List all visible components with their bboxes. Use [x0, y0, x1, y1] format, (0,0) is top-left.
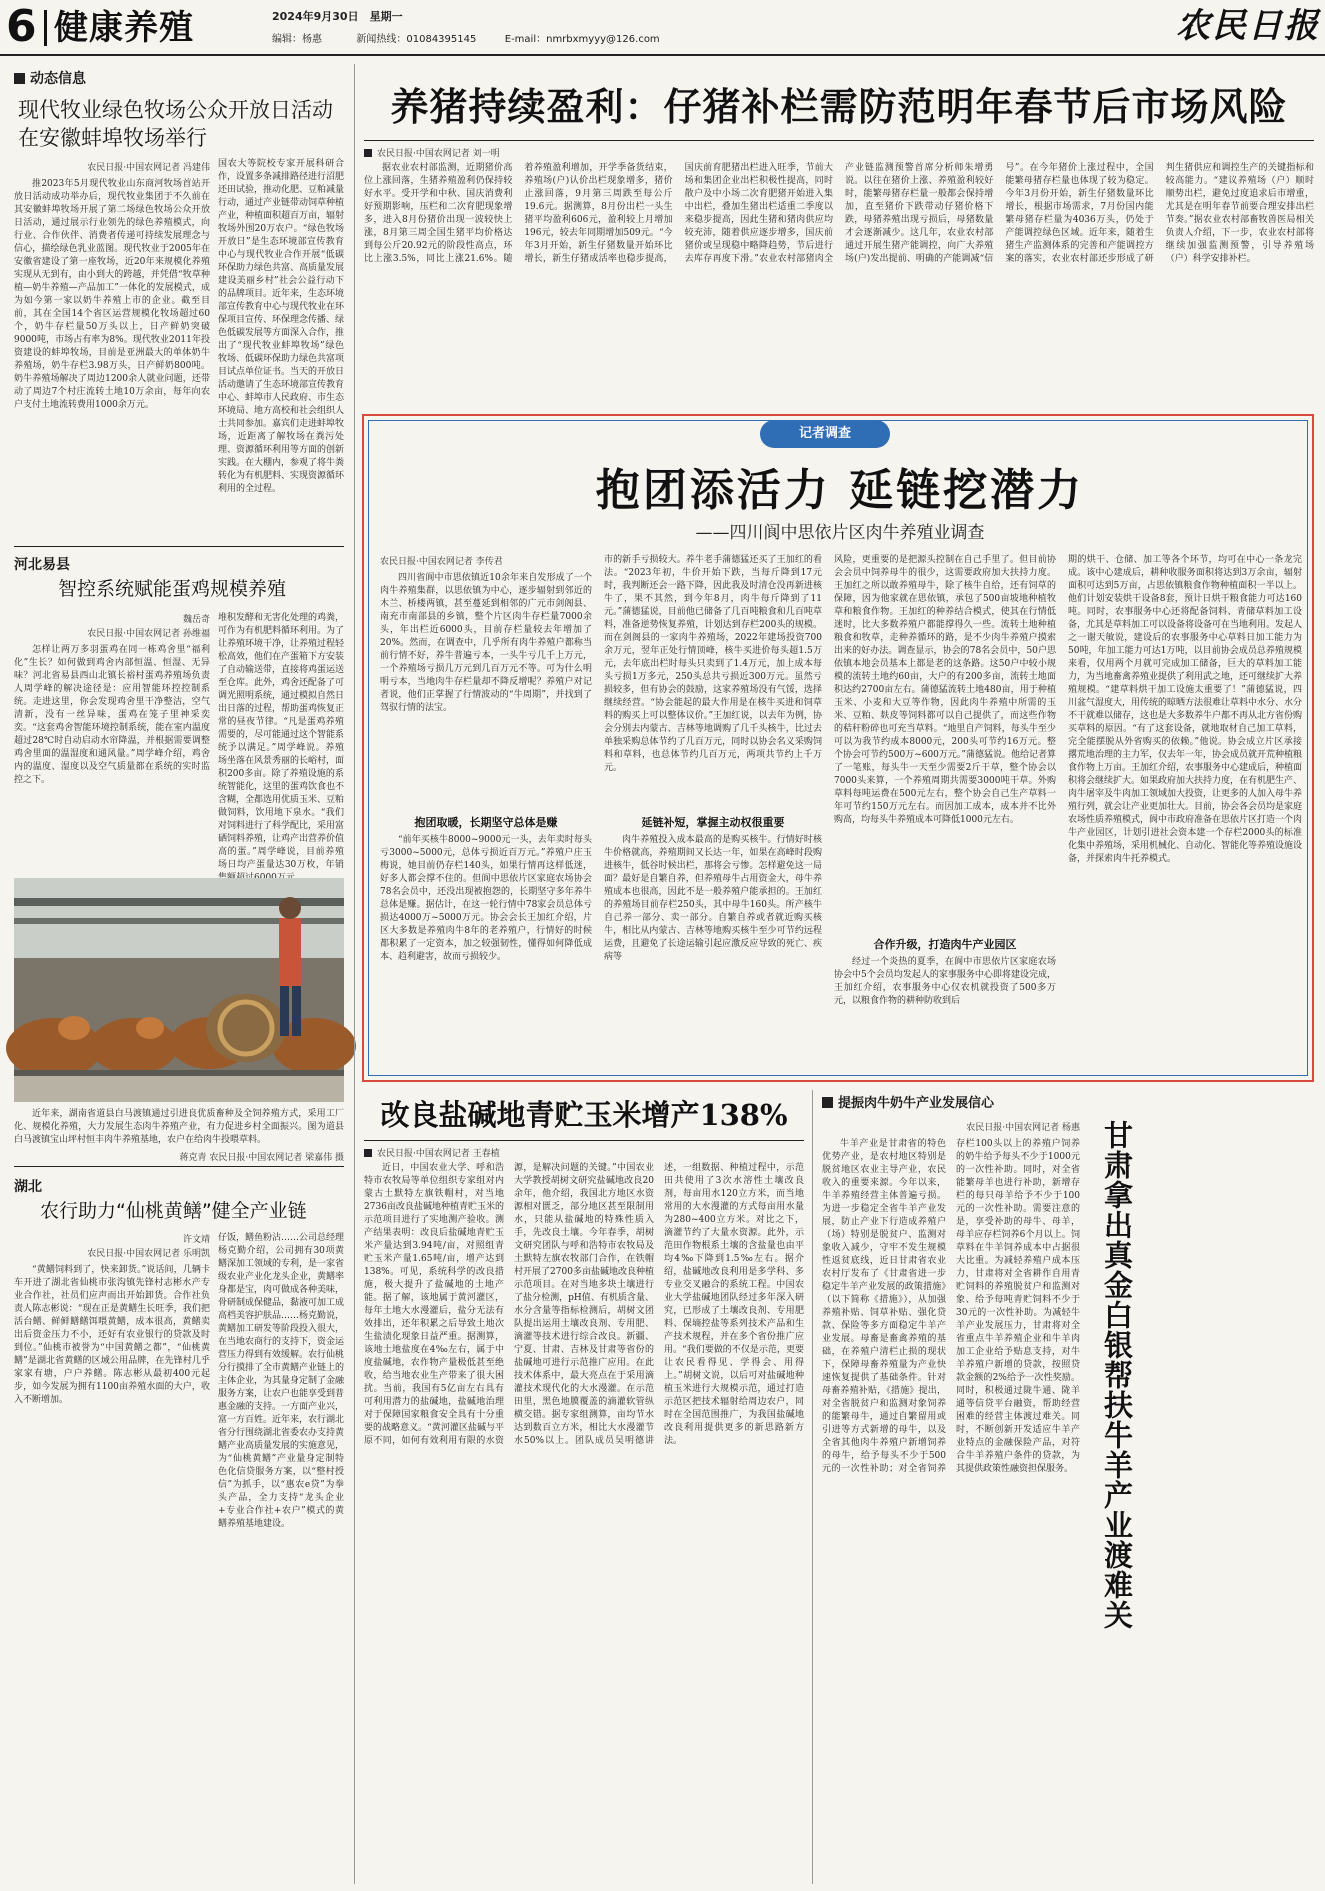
corn-byline: 农民日报·中国农网记者 王春植: [364, 1146, 594, 1158]
right-byline: 农民日报·中国农网记者 杨惠: [966, 1123, 1080, 1133]
feature-col1b: “前年买核牛8000~9000元一头，去年卖时每头亏3000~5000元，总体亏损近百万元。”养殖户庄玉梅说，她目前仍存栏140头，如果行情再这样低迷，好多人都会撑不住的。但阆中思依片区家庭农场协会78名会员中，还没出现被抱怨的，长期坚守多年养牛总体是赚。据估计，在这一轮行情中78家会员总体亏损达4000万~5000万元。协会会长王加红介绍，片区大多数是养殖肉牛8年的老养殖户，行情好的时候都积累了一定资本，加之较强韧性，懂得如何降低成本、趋利避害，故而亏损较少。: [380, 835, 592, 962]
article3-body: “黄鳝饲料到了，快来卸货。”说话间，几辆卡车开进了湖北省仙桃市张沟镇先锋村志彬水产专业合作社，社员们应声而出开始卸货。合作社负责人陈志彬说：“现在正是黄鳝生长旺季，我们把活台鳝、鲜鲜鳝鳝饵喂黄鳝，成本很高，黄鳝卖出后资金压力不小，还好有农业银行的贷款及时到位。”仙桃市被誉为“中国黄鳝之都”，“仙桃黄鳝”是湖北省黄鳝的区域公用品牌，在先锋村几乎家家有塘，户户养鳝。陈志彬从最初400元起步，如今发展为拥有1100亩养殖水面的大户，收入不断增加。: [14, 1265, 210, 1405]
article1-title-line1: 现代牧业绿色牧场公众开放日活动: [18, 98, 333, 122]
feature-col1: 四川省阆中市思依镇近10余年来自发形成了一个肉牛养殖集群，以思依镇为中心，逐步辐射到邻近的木兰、桥楼两镇，甚至蔓延到相邻的广元市剑阁县、南充市南部县的乡镇，整个片区肉牛存栏量7000余头，年出栏近6000头，目前存栏量较去年增加了20%。然而，在调查中，几乎所有肉牛养殖户都称当前行情不好，养牛普遍亏本，一头牛亏几千上万元，一个养殖场亏损几万元到几百万元不等。可为什么明明亏本，当地肉牛存栏量却不降反增呢？养殖户对记者说，他们正掌握了行情波动的“牛周期”，并找到了驾驭行情的法宝。: [380, 573, 592, 713]
top-headline: 养猪持续盈利：仔猪补栏需防范明年春节后市场风险: [390, 84, 1288, 129]
feature-subhead-2: 延链补短，掌握主动权很重要: [641, 816, 785, 829]
article3-byline-2: 农民日报·中国农网记者 乐明凯: [87, 1249, 210, 1259]
article3-byline-1: 许文靖: [182, 1235, 210, 1245]
article2-body-cont: 堆积发酵和无害化处理的鸡粪，可作为有机肥料循环利用。为了让养殖环境干净，让养殖过程轻松高效，他们在产蛋箱下方安装了自动输送带，直接将鸡蛋运送至仓库。此外，鸡舍还配备了可调光照明系统，通过模拟自然日出日落的过程，帮助蛋鸡恢复正常的昼夜节律。“凡是蛋鸡养殖需要的，尽可能通过这个智能系统予以满足。”周学峰说。养殖场坐落在风景秀丽的长峪村，面积200多亩。除了养殖设施的系统智能化，这里的蛋鸡饮食也不含糊，全都选用优质玉米、豆粕做饲料，饮用地下泉水。“我们对饲料进行了科学配比，采用富硒饲料养殖，让鸡产出营养价值高的蛋。”周学峰说，目前养殖场日均产蛋量达30万枚，年销: [218, 613, 345, 870]
feature-tag: 记者调查: [760, 420, 890, 448]
feature-subhead-1: 抱团取暖，长期坚守总体是赚: [414, 816, 558, 829]
column-separator: [354, 64, 355, 1884]
photo-credit: 蒋克青 农民日报·中国农网记者 梁嘉伟 摄: [179, 1153, 344, 1163]
article2-region: 河北易县: [14, 557, 70, 573]
right-body: 牛羊产业是甘肃省的特色优势产业，是农村地区特别是脱贫地区农业主导产业，农民收入的重要来源。今年以来，牛羊养殖经营主体普遍亏损。为进一步稳定全省牛羊产业发展，防止产业下行造成养殖户（场）特别是脱贫户、监测对象收入减少，守牢不发生规模性返贫底线，近日甘肃省农业农村厅发布了《甘肃省进一步稳定牛羊产业发展的政策措施》（以下简称《措施》），从加强养殖补贴、饲草补贴、强化贷款、保险等多方面稳定牛羊产业发展。母畜是畜禽养殖的基础，在养殖户清栏止损的现状下，保障母畜养殖量为产业快速恢复提供了基础条件。针对母畜养殖补贴，《措施》提出，对全省脱贫户和监测对象饲养的能繁母牛，通过自繁留用或引进等方式新增的母牛，以及全省其他肉牛养殖户新增饲养的母牛，给予每头不少于500元的一次性补助；对全省饲养存栏100头以上的养殖户饲养的奶牛给予每头不少于1000元的一次性补助。同时，对全省能繁母羊也进行补助，新增存栏的每只母羊给予不少于100元的一次性补助。需要注意的是，享受补助的母牛、母羊，母羊应存栏饲养6个月以上。饲草料在牛羊饲养成本中占据很大比重。为减轻养殖户成本压力，甘肃将对全省耕作自用青贮饲料的养殖脱贫户和监测对象、给予每吨青贮饲料不少于30元的一次性补助。为减轻牛羊产业发展压力，甘肃将对全省重点牛羊养殖企业和牛羊肉加工企业给予贴息支持，对牛羊养殖户新增的贷款，按照贷款金额的2%给予一次性奖励。同时，积极通过陇牛通、陇羊通等信贷平台融资，帮助经营困难的经营主体渡过难关。同时，不断创新开发适应牛羊产业特点的金融保险产品，对符合牛羊养殖户条件的贷款，为其提供政策性融资担保服务。: [822, 1139, 1080, 1474]
feature-col2b: 肉牛养殖投入成本最高的是购买核牛。行情好时核牛价格就高，养殖期间又长达一年，如果在高峰时段购进核牛，低谷时候出栏，那将会亏惨。怎样避免这一局面？最好是自繁自养，但养殖母牛占用资金大，母牛养殖成本也很高，因此不是一般养殖户能承担的。王加红的养殖场目前存栏250头，其中母牛160头。所产核牛自己养一部分、卖一部分。自繁自养或者就近购买核牛，相比从内蒙古、吉林等地购买核牛至少可节约远程运费，且避免了长途运输引起应激反应导致的死亡、疾病等: [604, 835, 822, 962]
feature-col2: 市的新手亏损较大。养牛老手蒲德猛还买了王加红的看法。“2023年初，牛价开始下跌，当每斤降到17元时，我判断还会一路下降，因此我及时清仓没再新进核牛了，果不其然，到今年8月，肉牛每斤降到了11元。”蒲德猛说，目前他已储备了几百吨粮食和几百吨草料，准备逆势恢复养殖，计划达到存栏200头的规模。而在剑阁县的一家肉牛养殖场，2022年建场投资700余万元，翌年正处行情顶峰，核牛买进价每头超1.5万元，去年底出栏时每头只卖到了1.4万元，加上成本每头亏损1万多元，250头总共亏损近300万元。虽然亏损较多，但有协会的鼓励，这家养殖场没有气馁，选择继续经营。“协会能起的最大作用是在核牛买进和饲草料的购买上可以整体议价。”王加红说，以去年为例，协会分别去内蒙古、吉林等地调购了几千头核牛，比过去单独采购总体节约了几百万元，同时以协会名义采购饲料和草料，也总体节约几百万元，两项共节约上千万元。: [604, 555, 822, 773]
divider-1: [14, 546, 344, 547]
article3-region: 湖北: [14, 1179, 42, 1195]
article2-byline-1: 魏岳奇: [182, 615, 210, 625]
square-icon: [364, 1149, 372, 1157]
photo-caption: 近年来，湖南省道县白马渡镇通过引进良优质畜种及全饲养殖方式，采用工厂化、规模化养殖，大力发展生态肉牛养殖产业，有力促进乡村全面振兴。图为道县白马渡镇宝山坪村恒丰肉牛养殖基地，农户在给肉牛投喂草料。: [14, 1109, 344, 1145]
feature-col3: 风险，更重要的是把源头控制在自己手里了。但目前协会会员中饲养母牛的很少，这需要政府加大扶持力度。王加红之所以敢养殖母牛，除了核牛自给，还有饲草的保障，因为他家就在思依镇，承包了500亩坡地种植牧草和粮食作物。王加红的种养结合模式，使其在行情低迷时，比大多数养殖户都能撑得久一些。流转土地种植粮食和牧草，走种养循环的路，是不少肉牛养殖户摸索出来的好办法。调查显示，协会的78名会员中，50户思依镇本地会员基本上都是老的这条路。这50户中较小规模的流转土地约60亩，大户的有200多亩，流转土地面积达约2700亩左右。蒲德猛流转土地480亩，用于种植玉米、小麦和大豆等作物，因此肉牛养殖中所需的玉米、豆粕、麸皮等饲料都可以自己提供了，而这些作物的秸秆粉碎也可充当草料。“地里自产饲料，每头牛至少可以为我节约成本8000元，200头可节约16万元。整个协会可节约500万~600万元。”蒲德猛说。他给记者算了一笔账，每头牛一天至少需要2斤干草，整个协会以7000头来算，一个养殖周期共需要3000吨干草。外购草料每吨运费在500元左右，整个协会自己生产草料一年可节约150万元左右。而因加工成本，成本并不比外购高，均每头牛养殖成本可降低1000元左右。: [834, 555, 1056, 825]
email: E-mail：nmrbxmyyy@126.com: [504, 34, 660, 45]
article1-body: 推2023年5月现代牧业山东商河牧场首站开放日活动成功举办后，现代牧业集团于不久前在其安徽蚌埠牧场开展了第二场绿色牧场公众开放日活动，通过展示行业领先的绿色养殖模式，向行业、合作伙伴、消费者传递可持续发展理念与信心，描绘绿色乳业蓝图。现代牧业于2005年在安徽省建设了第一座牧场，近20年来规模化养殖实现从无到有，由小到大的跨越，并凭借“牧草种植—奶牛养殖—产品加工”一体化的发展模式，成为如今第一家以奶牛养殖上市的企业。截至目前，其在全国14个省区运营规模化牧场超过60个，奶牛存栏量50万头以上，日产鲜奶突破9000吨，市场占有率为8%。现代牧业2011年投资建设的蚌埠牧场，目前是亚洲最大的单体奶牛养殖场，奶牛存栏3.98万头，日产鲜奶800吨。奶牛养殖场解决了周边1200余人就业问题，还带动了周边7个村庄流转土地10万余亩，每年向农户支付土地流转费用1000余万元。: [14, 179, 210, 410]
top-article-body: 据农业农村部监测，近期猪价高位上涨回落，生猪养殖盈利仍保持较好水平。受开学和中秋、国庆消费利好预期影响，压栏和二次育肥现象增多，进入8月份猪价出现一波较快上涨，8月第三周全国生猪平均价格达到每公斤20.92元的阶段性高点，环比上涨3.5%，同比上涨21.6%。随着养殖盈利增加，开学季备货结束，养殖场(户)认价出栏现象增多，猪价止涨回落，9月第三周跌至每公斤19.6元。据测算，8月份出栏一头生猪平均盈利606元，盈利较上月增加196元，较去年同期增加509元。“今年3月开始，新生仔猪数量开始环比增长，新生仔猪成活率也稳步提高，国庆前育肥猪出栏进入旺季，节前大场和集团企业出栏积极性提高，同时散户及中小场二次育肥猪开始进入集中出栏，叠加生猪出栏适重二季度以来稳步提高，因此生猪和猪肉供应均较充沛，随着供应逐步增多，国庆前猪价或呈现稳中略降趋势，节后进行去库存再度下滑。”农业农村部猪肉全产业链监测预警首席分析师朱增勇说。以往在猪价上涨、养殖盈利较好时，能繁母猪存栏量一般都会保持增加，直至猪价下跌带动仔猪价格下跌，母猪养殖出现亏损后，母猪数量才会逐渐减少。这几年，农业农村部通过开展生猪产能调控，向广大养殖场(户)发出提前、明确的产能调减“信号”。在今年猪价上涨过程中，全国能繁母猪存栏量也体现了较为稳定。今年3月份开始，新生仔猪数量环比增长，根据市场需求，7月份国内能繁母猪存栏量为4036万头，仍处于产能调控绿色区域。近年来，随着生猪生产监测体系的完善和产能调控方案的落实，农业农村部还步形成了研判生猪供应和调控生产的关键指标和较高能力。“建议养殖场（户）顺时顺势出栏，避免过度追求后市增重，尤其是在明年春节前要合理安排出栏节奏。”据农业农村部畜牧兽医局相关负责人介绍，下一步，农业农村部将继续加强监测预警，引导养殖场（户）科学安排补栏。: [364, 163, 1314, 264]
article3-body-cont: 仔饭，鳝鱼粉沾……公司总经理杨克勤介绍，公司拥有30项黄鳝深加工领域的专利，是一家省级农业产业化龙头企业，黄鳝率身都是宝，肉可做成各种美味，骨研制成保健品，黏液可加工成高档美容护肤品……杨克勤说，黄鳝加工研发等阶段投入很大，在当地农商行的支持下，资金运营压力得到有效缓解。农行仙桃分行摸排了全市黄鳝产业链上的主体企业，为其量身定制了金融服务方案，让农户也能享受到普惠金融的支持。一方面产业兴，富一方百姓。近年来，农行湖北省分行围绕湖北省委农办支持黄鳝产业高质量发展的实施意见，为“仙桃黄鳝”产业量身定制特色化信贷服务方案，以“整村授信”为抓手，以“惠农e贷”为拳头产品，全力支持“龙头企业+专业合作社+农户”模式的黄鳝养殖基地建设。: [218, 1233, 345, 1529]
right-vertical-title: 甘肃拿出真金白银帮扶牛羊产业渡难关: [1100, 1120, 1134, 1630]
cattle-photo: [14, 878, 344, 1102]
page-number: 6: [6, 1, 37, 52]
editor-line: [272, 30, 692, 46]
corn-title: 改良盐碱地青贮玉米增产138%: [380, 1098, 788, 1132]
feature-subtitle: ——四川阆中思依片区肉牛养殖业调查: [695, 523, 985, 543]
article2-title: 智控系统赋能蛋鸡规模养殖: [58, 578, 287, 600]
square-icon: [364, 149, 372, 157]
news-hotline: 新闻热线：01084395145: [356, 34, 477, 45]
cattle-photo-illustration: [14, 878, 344, 1102]
article1-byline: 农民日报·中国农网记者 冯建伟: [87, 163, 210, 173]
divider-2: [14, 1166, 344, 1167]
top-article-byline: 农民日报·中国农网记者 刘一明: [364, 146, 584, 158]
news-label: 动态信息: [14, 68, 214, 86]
corn-rule: [364, 1140, 804, 1141]
column-separator-2: [812, 1090, 813, 1884]
section-title: 健康养殖: [54, 8, 194, 48]
feature-col4: 期的烘干、仓储、加工等各个环节，均可在中心一条龙完成。该中心建成后，耕种收服务面积将达到3万余亩，辐射面积可达到5万亩，占思依镇粮食作物种植面积一半以上。他们计划安装烘干设备8套，预计日烘干粮食能力可达160吨。同时，农事服务中心还将配备饲料、青储草料加工设备，尤其是草料加工可以设备将设备可在当地利用。发起人之一谢天敏说，建设后的农事服务中心草料日加工能力为50吨，年加工能力可达1万吨，以目前协会成员总养殖规模来看，仅用两个月就可完成加工储备，巨大的草料加工能力，为当地畜禽养殖业提供了利用武之地，还可继续扩大养殖规模。“建草料烘干加工设施太重要了！”蒲德猛说，四川盆气湿度大，用传统的晾晒方法很难让草料中水分、水分不干就难以储存，这也是大多数养牛户都不再从北方省份购买草料的原因。“有了这套设备，就地取材自己加工草料，完全能摆脱从外省购买的依赖。”他说。协会成立片区承接撂荒地治理的主力军，仅去年一年，协会成员就开荒种植粮食作物上万亩。王加红介绍，农事服务中心建成后，种植面积将会继续扩大。如果政府加大扶持力度，在有机肥生产、肉牛屠宰及牛肉加工领域加大投资，让更多的人加入母牛养殖行列，就会让产业更加壮大。目前，协会各会员均是家庭农场性质养殖模式，阆中市政府准备在思依片区打造一个肉牛产业园区，计划引进社会资本建一个存栏2000头的标准化集中养殖场，采用机械化、自动化、智能化等养殖设施设备，并探索肉牛托养模式。: [1068, 555, 1303, 864]
masthead: [0, 0, 1325, 56]
feature-byline: 农民日报·中国农网记者 李传君: [380, 557, 503, 567]
feature-subhead-3: 合作升级，打造肉牛产业园区: [873, 938, 1017, 951]
masthead-rule: [0, 54, 1325, 56]
paper-name-logo: 农民日报: [1176, 6, 1320, 46]
article3-title: 农行助力“仙桃黄鳝”健全产业链: [40, 1200, 307, 1222]
article2-byline-2: 农民日报·中国农网记者 孙维福: [87, 629, 210, 639]
masthead-divider: [44, 10, 47, 46]
headline-rule: [364, 140, 1314, 141]
issue-date: 2024年9月30日 星期一: [272, 10, 403, 23]
article1-body-cont: 国农大等院校专家开展科研合作，设置多条减排路径进行沼肥还田试验，推动化肥、豆粕减量行动，通过产业链带动饲草种植产业，种植面积超百万亩，辐射牧场外围20万农户。“绿色牧场开放日”是生态环境部宣传教育中心与现代牧业合作开展“低碳环保助力绿色共富、高质量发展建设美丽乡村”社会公益行动下的品牌项目。近年来，生态环境部宣传教育中心与现代牧业在环保项目宣传、环保理念传播、绿色低碳发展等方面深入合作，推出了“现代牧业蚌埠牧场”绿色牧场、低碳环保助力绿色共富项目试点单位证书。当天的开放日活动邀请了生态环境部宣传教育中心、蚌埠市人民政府、市生态环境局、地方高校和社会组织人士共同参加。嘉宾们走进蚌埠牧场，近距离了解牧场在粪污处理、资源循环利用等方面的创新实践。在大棚内，参观了将牛粪转化为有机肥料、实现资源循环利用的全过程。: [218, 159, 345, 494]
editor: 编辑：杨惠: [272, 34, 322, 45]
right-label: 提振肉牛奶牛产业发展信心: [822, 1092, 1122, 1110]
feature-col3b: 经过一个炎热的夏季，在阆中市思依片区家庭农场协会中5个会员均发起人的家事服务中心即将建设完成，王加红介绍，农事服务中心仅农机就投资了500多万元，以粮食作物的耕种防收到后: [834, 957, 1056, 1006]
square-icon: [822, 1097, 833, 1108]
corn-body: 近日，中国农业大学、呼和浩特市农牧局等单位组织专家组对内蒙古土默特左旗铁帽村，对当地2736亩改良盐碱地种植青贮玉米的示范项目进行了实地测产验收。测产结果表明：改良后盐碱地青贮玉米产量达到3.94吨/亩，对照组青贮玉米产量1.65吨/亩，增产达到138%。可见，系统科学的改良措施，极大提升了盐碱地的土地产能。据了解，该地属于黄河灌区，每年土地大水漫灌后，盐分无法有效排出，还年积累之后导致土地次生盐渍化现象日益严重。据测算，该地土地盐度在4‰左右，属于中度盐碱地，农作物产量极低甚至绝收，给当地农业生产带来了很大困扰。当前，我国有5亿亩左右具有可利用潜力的盐碱地，盐碱地治理对于保障国家粮食安全具有十分重要的战略意义。“黄河灌区盐碱与平原不同，如何有效利用有限的水资源，是解决问题的关键。”中国农业大学教授胡树文研究盐碱地改良20余年，他介绍，我国北方地区水资源相对匮乏，部分地区甚至限制用水，只能从盐碱地的特殊性质入手，先改良土壤。今年春季，胡树文研究团队与呼和浩特市农牧局及土默特左旗农牧部门合作，在铁帽村开展了2700多亩盐碱地改良种植示范项目。在对当地多块土壤进行了盐分检测，pH值、有机质含量、水分含量等指标检测后，胡树文团队提出运用土壤改良剂、专用肥、滴灌等技术进行综合改良。新疆、宁夏、甘肃、吉林及甘肃等省份的盐碱地可进行示范推广应用。在此技术体系中，最大亮点在于采用滴灌技术现代化的大水漫灌。在示范田里，黑色地膜覆盖的滴灌软管纵横交错。据专家组测算，亩均节水达到数百立方米，相比大水漫灌节水50%以上。团队成员吴明德讲述，一组数据、种植过程中，示范田共使用了3次水溶性土壤改良剂，每亩用水120立方米，而当地常用的大水漫灌的方式每亩用水量为280~400立方米。对比之下，滴灌节约了大量水资源。此外，示范田作物根系土壤的含盐量也由平均4‰下降到1.5‰左右。据介绍，盐碱地改良利用是多学科、多专业交叉融合的系统工程。中国农业大学盐碱地团队经过多年深入研究，已形成了土壤改良剂、专用肥料、保墒控盐等系列技术产品和生产技术规程，并在多个省份推广应用。“我们要做的不仅是示范，更要让农民看得见、学得会、用得上。”胡树文说，以后可对盐碱地种植玉米进行大规模示范，通过打造示范区把技术辐射给周边农户，同时在全国范围推广，为我国盐碱地改良利用提供更多的新思路新方法。: [364, 1163, 804, 1446]
square-icon: [14, 73, 25, 84]
article1-title-line2: 在安徽蚌埠牧场举行: [18, 126, 207, 150]
article2-body: 怎样让两万多羽蛋鸡在同一栋鸡舍里“福利化”生长？如何做到鸡舍内部恒温、恒湿、无异味？河北省易县西山北镇长裕村蛋鸡养殖场负责人周学峰的解决途径是：应用智能环控控制系统。走进这里，你会发现鸡舍里干净整洁，空气清新，没有一丝异味，蛋鸡在笼子里神采奕奕。“这套鸡舍智能环境控制系统，能在室内温度超过28℃时自动启动水帘降温，并根据需要调整鸡舍里面的温湿度和通风量。”周学峰介绍，鸡舍内的温度、湿度以及空气质量都在系统的实时监控之下。: [14, 645, 210, 785]
feature-title: 抱团添活力 延链挖潜力: [595, 465, 1085, 516]
